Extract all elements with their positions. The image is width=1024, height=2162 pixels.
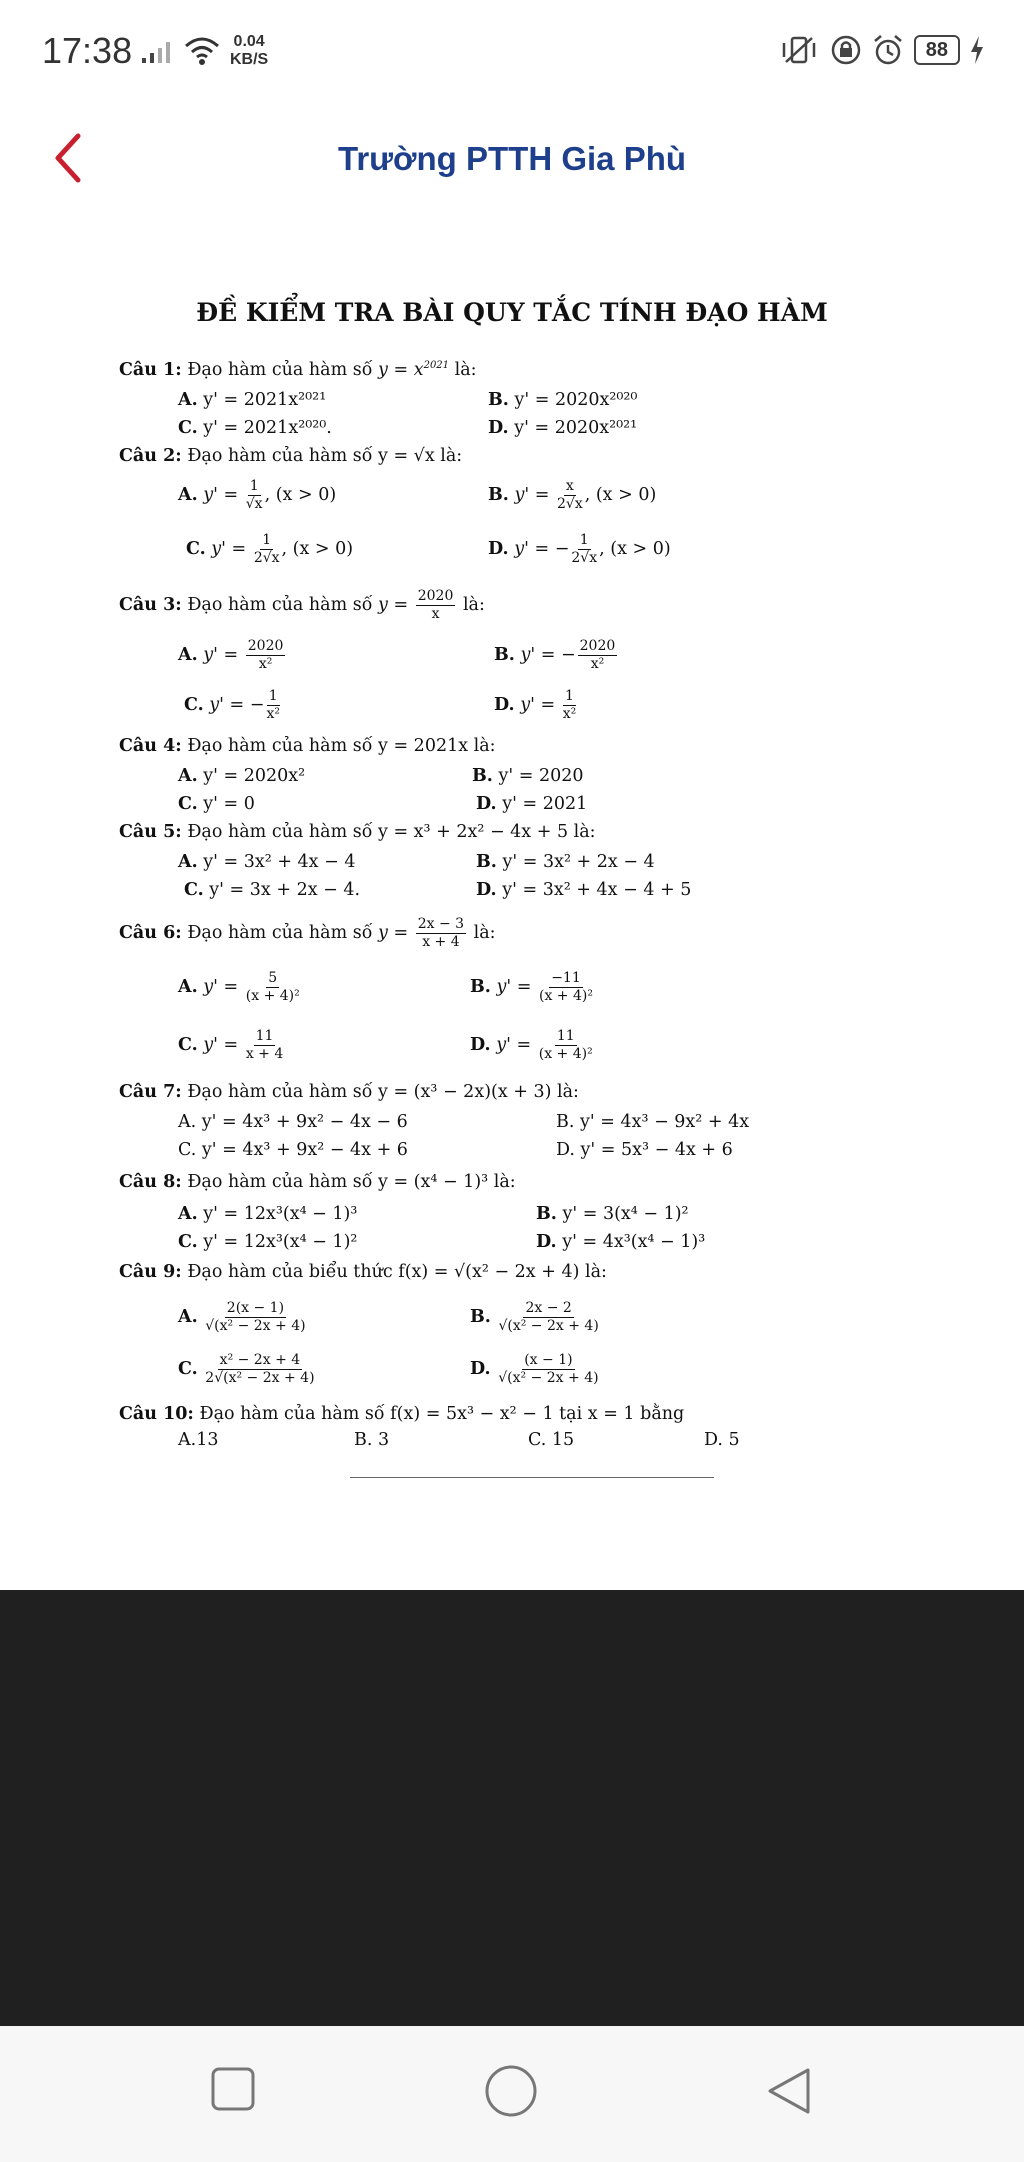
q3-suffix: là: [462,595,485,615]
q9-text: Đạo hàm của biểu thức f(x) = √(x² − 2x + 4) là: [187,1262,607,1282]
dark-area [0,1590,1024,2026]
q3-option-c: C. y' = − $\frac{1}{\text{x²}}$ [184,688,280,722]
q2-label: Câu 2: [119,446,182,466]
q4-b-text: y' = 2020 [498,766,584,786]
q7-text: Đạo hàm của hàm số y = (x³ − 2x)(x + 3) là: [187,1082,579,1102]
q6-text: Đạo hàm của hàm số [187,923,373,943]
question-6: Câu 6: Đạo hàm của hàm số y = $\frac{2x - 3}{x + 4}$ là: [119,916,496,950]
q7-a-text: y' = 4x³ + 9x² − 4x − 6 [201,1112,408,1132]
q7-c-text: y' = 4x³ + 9x² − 4x + 6 [201,1140,408,1160]
q8-d-text: y' = 4x³(x⁴ − 1)³ [562,1232,706,1252]
q5-option-d: D. y' = 3x² + 4x − 4 + 5 [476,880,692,900]
back-icon[interactable] [766,2066,812,2116]
q7-d-text: y' = 5x³ − 4x + 6 [580,1140,733,1160]
q1-option-d: D. y' = 2020x²⁰²¹ [488,418,638,438]
status-bar [0,0,1024,100]
q10-option-b: B. 3 [354,1430,390,1450]
q4-a-text: y' = 2020x² [203,766,306,786]
question-8 [119,1172,516,1192]
q4-option-b: B. y' = 2020 [472,766,584,786]
q9-option-d: D. $\frac{(x - 1)}{\text{√(x² − 2x + 4)}}$ [470,1352,599,1386]
q6-label: Câu 6: [119,923,182,943]
q9-option-c: C. $\frac{\text{x² − 2x + 4}}{\text{2√(x² − 2x + 4)}}$ [178,1352,315,1386]
q7-label: Câu 7: [119,1082,182,1102]
status-time: 17:38 [42,30,133,71]
q9-label: Câu 9: [119,1262,182,1282]
app-bar [0,100,1024,220]
q5-c-text: y' = 3x + 2x − 4. [209,880,361,900]
navigation-bar [0,2026,1024,2162]
q8-option-b: B. y' = 3(x⁴ − 1)² [536,1204,689,1224]
q10-text: Đạo hàm của hàm số f(x) = 5x³ − x² − 1 tại x = 1 bằng [199,1404,685,1424]
q9-option-a: A. $\frac{2(x - 1)}{\text{√(x² − 2x + 4)}}$ [178,1300,306,1334]
q2-c-cond: , (x > 0) [281,539,354,559]
speed-value: 0.04 [233,33,265,50]
q2-b-cond: , (x > 0) [584,485,657,505]
document-image [0,220,1024,1590]
q4-d-text: y' = 2021 [502,794,588,814]
document-title: ĐỀ KIỂM TRA BÀI QUY TẮC TÍNH ĐẠO HÀM [196,298,828,327]
alarm-icon [872,34,904,66]
q10-option-c: C. 15 [528,1430,575,1450]
q8-c-text: y' = 12x³(x⁴ − 1)² [203,1232,358,1252]
q2-option-a: A. y' = $\frac{1}{√x}$ , (x > 0) [178,478,337,512]
vibrate-icon [780,35,820,65]
divider [350,1477,714,1478]
q1-d-text: y' = 2020x²⁰²¹ [514,418,638,438]
q1-a-text: y' = 2021x²⁰²¹ [203,390,327,410]
q4-label: Câu 4: [119,736,182,756]
question-2 [119,446,462,466]
q4-option-c: C. y' = 0 [178,794,255,814]
q8-option-c: C. y' = 12x³(x⁴ − 1)² [178,1232,358,1252]
question-4 [119,736,496,756]
recent-apps-icon[interactable] [210,2066,256,2112]
q4-option-d: D. y' = 2021 [476,794,588,814]
q1-option-a: A. y' = 2021x²⁰²¹ [178,390,327,410]
signal-icon [142,40,176,64]
q7-option-b: B. y' = 4x³ − 9x² + 4x [556,1112,750,1132]
q2-d-cond: , (x > 0) [599,539,671,559]
q5-text: Đạo hàm của hàm số y = x³ + 2x² − 4x + 5 là: [187,822,596,842]
q3-option-b: B. y' = − $\frac{2020}{\text{x²}}$ [494,638,616,672]
q6-option-d: D. y' = $\frac{11}{\text{(x + 4)²}}$ [470,1028,593,1062]
q5-b-text: y' = 3x² + 2x − 4 [502,852,655,872]
question-3: Câu 3: Đạo hàm của hàm số y = $\frac{2020}{x}$ là: [119,588,485,622]
q3-option-d: D. y' = $\frac{1}{\text{x²}}$ [494,688,577,722]
q5-d-text: y' = 3x² + 4x − 4 + 5 [502,880,692,900]
q3-text: Đạo hàm của hàm số [187,595,373,615]
charging-icon [970,36,984,64]
q1-b-text: y' = 2020x²⁰²⁰ [514,390,638,410]
q8-text: Đạo hàm của hàm số y = (x⁴ − 1)³ là: [187,1172,516,1192]
question-5 [119,822,596,842]
q6-option-c: C. y' = $\frac{11}{x + 4}$ [178,1028,284,1062]
q6-suffix: là: [473,923,496,943]
q10-option-d: D. 5 [704,1430,740,1450]
q5-option-c: C. y' = 3x + 2x − 4. [184,880,361,900]
speed-unit: KB/S [230,51,269,68]
lock-rotation-icon [830,34,862,66]
network-speed [230,33,268,69]
question-10 [119,1404,684,1424]
q1-label: Câu 1: [119,360,182,380]
q4-option-a: A. y' = 2020x² [178,766,306,786]
system-icons [780,34,984,66]
q5-label: Câu 5: [119,822,182,842]
q2-option-d: D. y' = − $\frac{1}{2√x}$ , (x > 0) [488,532,671,566]
q8-option-a: A. y' = 12x³(x⁴ − 1)³ [178,1204,358,1224]
q7-option-c: C. y' = 4x³ + 9x² − 4x + 6 [178,1140,408,1160]
q7-option-a: A. y' = 4x³ + 9x² − 4x − 6 [178,1112,408,1132]
q10-label: Câu 10: [119,1404,194,1424]
q2-option-b: B. y' = $\frac{x}{2√x}$ , (x > 0) [488,478,657,512]
q7-b-text: y' = 4x³ − 9x² + 4x [580,1112,750,1132]
q6-option-b: B. y' = $\frac{-11}{\text{(x + 4)²}}$ [470,970,593,1004]
wifi-icon [184,36,220,66]
question-7 [119,1082,579,1102]
question-9 [119,1262,607,1282]
q8-option-d: D. y' = 4x³(x⁴ − 1)³ [536,1232,706,1252]
q9-option-b: B. $\frac{2x - 2}{\text{√(x² − 2x + 4)}}$ [470,1300,599,1334]
q5-option-a: A. y' = 3x² + 4x − 4 [178,852,356,872]
q8-b-text: y' = 3(x⁴ − 1)² [562,1204,689,1224]
q3-option-a: A. y' = $\frac{2020}{\text{x²}}$ [178,638,284,672]
q1-c-text: y' = 2021x²⁰²⁰. [203,418,332,438]
q6-option-a: A. y' = $\frac{5}{\text{(x + 4)²}}$ [178,970,300,1004]
q1-option-c: C. y' = 2021x²⁰²⁰. [178,418,332,438]
q2-text: Đạo hàm của hàm số y = √x là: [187,446,463,466]
battery-indicator: 88 [914,35,960,65]
q7-option-d: D. y' = 5x³ − 4x + 6 [556,1140,733,1160]
q4-text: Đạo hàm của hàm số y = 2021x là: [187,736,496,756]
q3-label: Câu 3: [119,595,182,615]
app-title: Trường PTTH Gia Phù [337,140,687,177]
q8-label: Câu 8: [119,1172,182,1192]
q5-option-b: B. y' = 3x² + 2x − 4 [476,852,655,872]
q1-option-b: B. y' = 2020x²⁰²⁰ [488,390,638,410]
q4-c-text: y' = 0 [203,794,255,814]
q1-suffix: là: [454,360,477,380]
question-1: Câu 1: Đạo hàm của hàm số $y = x^{2021}$ là: [119,360,477,380]
q2-a-cond: , (x > 0) [264,485,337,505]
q5-a-text: y' = 3x² + 4x − 4 [203,852,356,872]
home-icon[interactable] [484,2064,538,2118]
q2-option-c: C. y' = $\frac{1}{2√x}$ , (x > 0) [186,532,354,566]
q1-text: Đạo hàm của hàm số [187,360,373,380]
q8-a-text: y' = 12x³(x⁴ − 1)³ [203,1204,358,1224]
q10-option-a: A.13 [178,1430,219,1450]
